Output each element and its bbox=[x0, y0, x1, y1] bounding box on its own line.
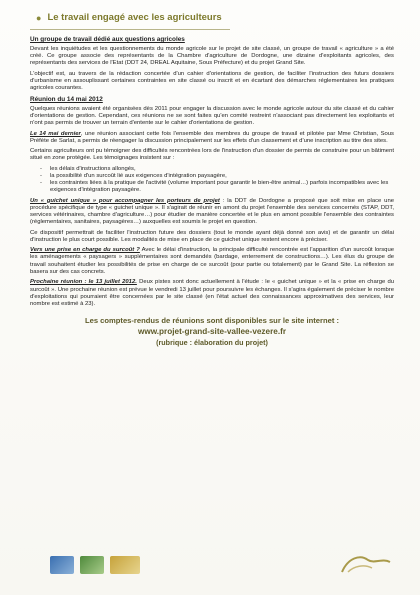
region-logo bbox=[80, 556, 104, 574]
page-title: Le travail engagé avec les agriculteurs bbox=[47, 12, 222, 23]
bullet-icon: ● bbox=[36, 12, 42, 23]
list-item: - les délais d'instructions allongés, bbox=[50, 166, 394, 173]
section2-paragraph-4 bbox=[30, 198, 394, 227]
footer-line-1: Les comptes-rendus de réunions sont disponibles sur le site internet : bbox=[84, 315, 340, 325]
section1-paragraph-1: Devant les inquiétudes et les questionnements du monde agricole sur le projet de site classé, un groupe de travail « agriculture » a été créé. Ce groupe associe des représentants de la Chambre d'agriculture de Dordogne, une dizaine d'exploitants agricoles, des représentants des services de l'Etat (DDT 24, DREAL Aquitaine, Sous Préfecture) et du projet Grand Site. bbox=[30, 46, 394, 67]
section2-paragraph-5: Ce dispositif permettrait de faciliter l'instruction future des dossiers (tout le monde ayant déjà donné son avis) et de garantir un délai d'instruction le plus court possible. Les modalités de mise en place de ce guichet unique restent encore à préciser. bbox=[30, 229, 394, 243]
paragraph-lead: Un « guichet unique » pour accompagner les porteurs de projet bbox=[30, 197, 220, 204]
section2-heading: Réunion du 14 mai 2012 bbox=[30, 95, 103, 103]
testimony-list bbox=[30, 166, 394, 195]
footer-line-3: (rubrique : élaboration du projet) bbox=[156, 337, 268, 347]
section2-paragraph-2 bbox=[30, 131, 394, 145]
section2-paragraph-6 bbox=[30, 247, 394, 276]
list-item: - la possibilité d'un surcoût lié aux exigences d'intégration paysagère, bbox=[50, 173, 394, 180]
section2-paragraph-3: Certains agriculteurs ont pu témoigner des difficultés rencontrées lors de l'instruction d'un dossier de permis de construire pour un bâtiment situé en zone protégée. Les témoignages insistent sur : bbox=[30, 148, 394, 162]
partner-logos bbox=[50, 552, 170, 578]
section1-paragraph-2: L'objectif est, au travers de la rédaction concertée d'un cahier d'orientations de gestion, de faciliter l'instruction des futurs dossiers d'urbanisme en assouplissant certaines contraintes en site classé ou inscrit et en écartant des démarches réglementaires les pratiques agricoles courantes. bbox=[30, 70, 394, 92]
paragraph-lead: Vers une prise en charge du surcoût ? bbox=[30, 247, 140, 254]
section-header bbox=[36, 12, 394, 23]
paragraph-lead: Prochaine réunion : le 13 juillet 2012. bbox=[30, 279, 137, 286]
grand-site-logo bbox=[338, 548, 394, 578]
header-divider bbox=[30, 29, 230, 30]
paragraph-lead: Le 14 mai dernier bbox=[30, 130, 81, 137]
list-item: - les contraintes liées à la pratique de l'activité (volume important pour garantir le bien-être animal…) parfois incompatibles avec les exigences d'intégration paysagère. bbox=[50, 180, 394, 194]
section2-paragraph-7 bbox=[30, 279, 394, 308]
paragraph-body: Deux pistes sont donc actuellement à l'étude : le « guichet unique » et la « prise en charge du surcoût ». Une prochaine réunion est prévue le vendredi 13 juillet pour poursuivre les échanges. Il s'agira également de préciser le nombre d'exploitations qui pourraient être concernées par le site classé (en l'état actuel des connaissances approximatives des services, leur nombre est estimé à 23). bbox=[30, 279, 395, 307]
footer bbox=[30, 316, 394, 347]
section2-paragraph-1: Quelques réunions avaient été organisées dès 2011 pour engager la discussion avec le monde agricole autour du site classé et du cahier d'orientations de gestion. Cependant, ces réunions ne se sont faites qu'en comité restreint n'associant pas directement les exploitants et n'ont pas permis de trouver un terrain d'entente sur le cahier d'orientations de gestion. bbox=[30, 105, 394, 127]
paragraph-body: , une réunion associant cette fois l'ensemble des membres du groupe de travail et pilotée par Mme Christian, Sous Préfète de Sarlat, a permis de réengager la discussion principalement sur les effets d'un classement et d'une inscription au titre des sites. bbox=[30, 130, 394, 144]
europe-logo bbox=[50, 556, 74, 574]
section1-heading: Un groupe de travail dédié aux questions agricoles bbox=[30, 36, 185, 43]
website-link[interactable]: www.projet-grand-site-vallee-vezere.fr bbox=[137, 326, 287, 336]
paragraph-body: : la DDT de Dordogne a proposé que soit mise en place une procédure spécifique de type « guichet unique ». Il s'agirait de réunir en amont du projet l'ensemble des services concernés (STAP, DDT, services vétérinaires, chambre d'agriculture…) pour étudier de manière concertée et le plus en amont possible l'ensemble des contraintes (réglementaires, sanitaires, paysagères…) auxquelles est soumis le projet en question. bbox=[30, 197, 394, 226]
paragraph-body: Avec le délai d'instruction, la principale difficulté rencontrée est l'apparition d'un surcoût lorsque les aménagements « paysagers » supplémentaires sont demandés (bardage, enterrement de constructions…). Les élus du groupe de travail souhaitent étudier les possibilités de prise en charge de ce surcoût (pour partie ou totalement) par le Grand Site. La réflexion se basera sur des cas concrets. bbox=[30, 247, 394, 275]
community-logo bbox=[110, 556, 140, 574]
